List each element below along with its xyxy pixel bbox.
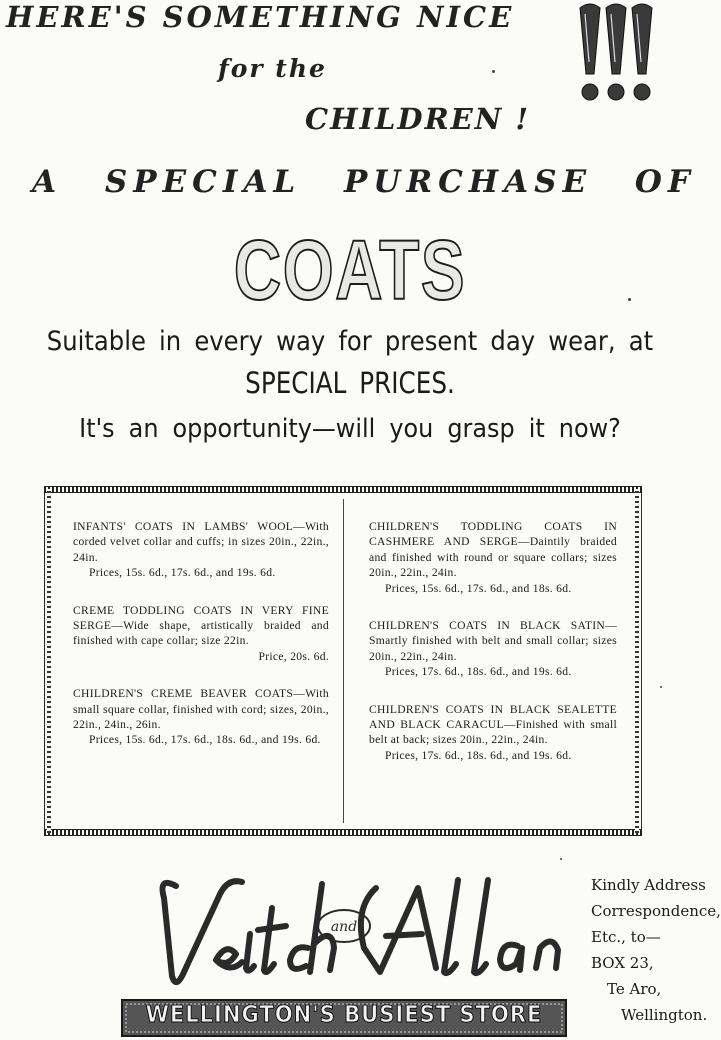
item-description: CHILDREN'S COATS IN BLACK SATIN—Smartly finished with belt and small collar; sizes 20in., 22in., 24in. <box>369 619 617 663</box>
item-price: Price, 20s. 6d. <box>258 649 329 663</box>
left-column <box>73 519 329 770</box>
print-speck <box>492 70 495 73</box>
print-speck <box>660 686 662 688</box>
address-line-3: Etc., to— <box>591 928 661 946</box>
subhead-line-3: It's an opportunity—will you grasp it now? <box>79 414 621 444</box>
print-speck <box>560 858 562 860</box>
print-speck <box>628 298 631 301</box>
item-price: Prices, 17s. 6d., 18s. 6d., and 19s. 6d. <box>385 748 572 762</box>
product-listing-box <box>44 488 642 834</box>
list-item <box>369 702 617 764</box>
item-description: CREME TODDLING COATS IN VERY FINE SERGE—Wide shape, artistically braided and finished with cape collar; size 22in. <box>73 603 329 648</box>
list-item <box>369 618 617 680</box>
item-price: Prices, 15s. 6d., 17s. 6d., and 19s. 6d. <box>89 566 276 580</box>
list-item <box>73 686 329 748</box>
left-border-stripe <box>47 489 51 833</box>
logo-and-text: and <box>330 919 358 935</box>
address-line-4: BOX 23, <box>591 954 654 972</box>
list-item <box>369 519 617 596</box>
address-line-2: Correspondence, <box>591 902 721 920</box>
list-item <box>73 519 329 581</box>
bottom-border-stripe <box>44 829 642 836</box>
headline-line-4: A SPECIAL PURCHASE OF <box>32 164 696 200</box>
right-border-stripe <box>635 489 639 833</box>
item-description: INFANTS' COATS IN LAMBS' WOOL—With corded velvet collar and cuffs; in sizes 20in., 22in., 24in. <box>73 520 329 564</box>
column-divider <box>343 499 344 823</box>
subhead-line-1: Suitable in every way for present day wear, at <box>46 326 654 357</box>
address-line-1: Kindly Address <box>591 876 706 894</box>
item-description: CHILDREN'S CREME BEAVER COATS—With small square collar, finished with cord; sizes, 20in., 22in., 24in., 26in. <box>73 687 329 732</box>
address-line-5: Te Aro, <box>607 980 662 998</box>
headline-line-2: for the <box>218 54 327 83</box>
main-title-coats: COATS <box>233 223 467 317</box>
list-item <box>73 603 329 665</box>
item-price: Prices, 17s. 6d., 18s. 6d., and 19s. 6d. <box>385 665 572 679</box>
correspondence-address <box>591 872 721 1028</box>
headline-line-1: HERE'S SOMETHING NICE <box>6 0 515 34</box>
headline-line-3: CHILDREN ! <box>305 102 531 136</box>
item-description: CHILDREN'S TODDLING COATS IN CASHMERE AND SERGE—Daintily braided and finished with round or square collars; sizes 20in., 22in., 24in. <box>369 520 617 580</box>
item-price: Prices, 15s. 6d., 17s. 6d., and 18s. 6d. <box>385 581 572 595</box>
address-line-6: Wellington. <box>621 1006 708 1024</box>
item-description: CHILDREN'S COATS IN BLACK SEALETTE AND BLACK CARACUL—Finished with small belt at back; sizes 20in., 22in., 24in. <box>369 702 617 747</box>
logo-tagline: WELLINGTON'S BUSIEST STORE <box>145 1002 543 1028</box>
item-price: Prices, 15s. 6d., 17s. 6d., 18s. 6d., and 19s. 6d. <box>89 733 321 747</box>
top-border-stripe <box>44 486 642 493</box>
right-column <box>369 519 617 785</box>
subhead-special-prices: SPECIAL PRICES. <box>245 366 455 400</box>
exclamation-marks-icon <box>576 2 656 108</box>
